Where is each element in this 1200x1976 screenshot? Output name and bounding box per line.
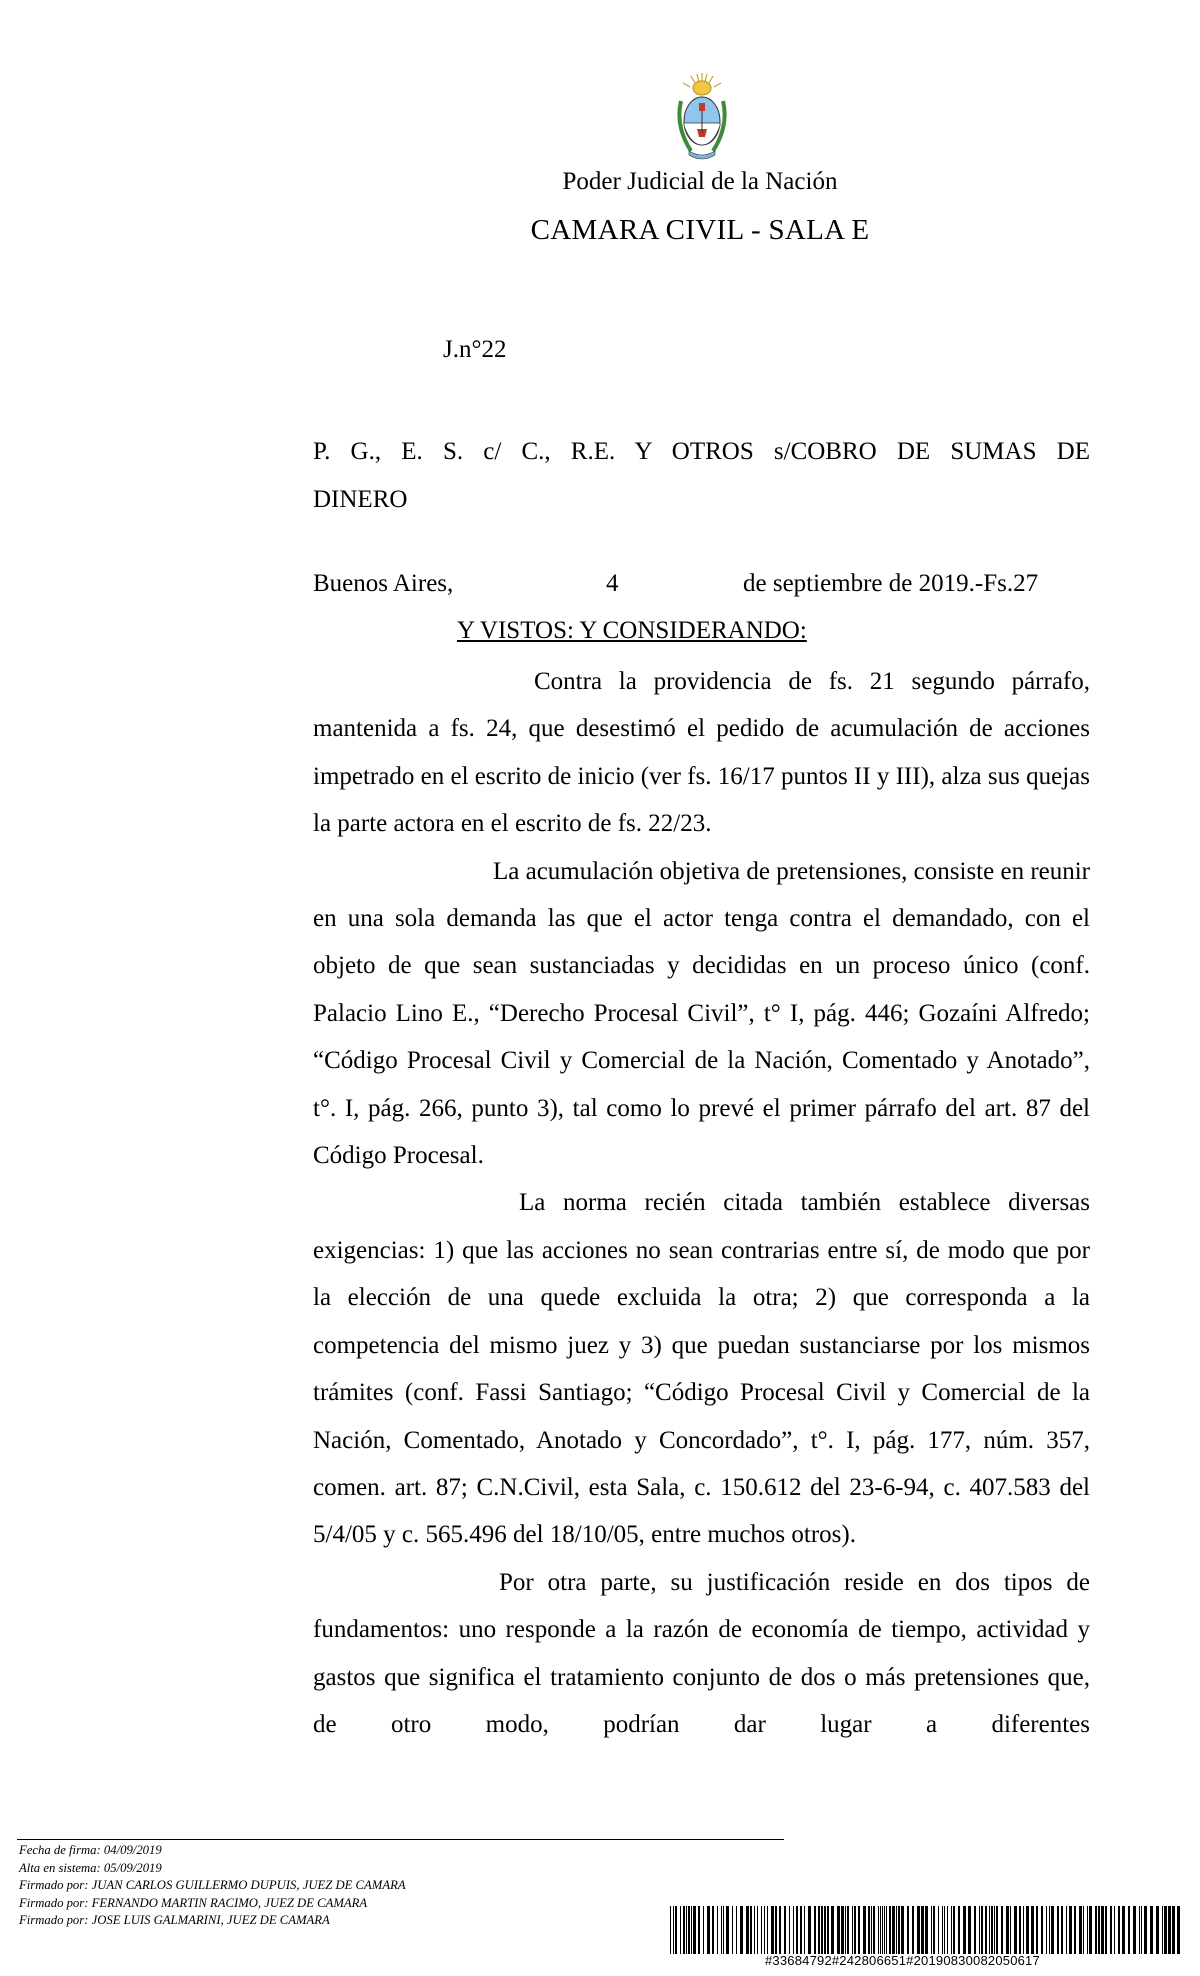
barcode-bar [800,1906,802,1954]
barcode-bar [1128,1906,1130,1954]
barcode-bar [847,1906,849,1954]
barcode-bar [670,1906,671,1954]
barcode-bar [907,1906,909,1954]
barcode-number: #33684792#242806651#20190830082050617 [765,1953,1040,1968]
barcode-bar [1101,1906,1104,1954]
barcode-bar [892,1906,895,1954]
resolution-body [313,658,1090,1748]
barcode-bar [771,1906,774,1954]
barcode-bar [767,1906,768,1954]
barcode-bar [1139,1906,1140,1954]
case-title-line-2: DINERO [313,485,408,513]
barcode-bar [827,1906,829,1954]
barcode-bar [814,1906,816,1954]
barcode-bar [912,1906,914,1954]
barcode-bar [963,1906,966,1954]
barcode-bar [1133,1906,1136,1954]
barcode-bar [994,1906,995,1954]
institution-name: Poder Judicial de la Nación [562,168,838,195]
barcode-bar [680,1906,681,1954]
barcode-bar [953,1906,955,1954]
barcode-bar [1001,1906,1003,1954]
barcode-bar [784,1906,786,1954]
barcode-bar [824,1906,826,1954]
barcode-bar [880,1906,881,1954]
barcode-bar [1019,1906,1021,1954]
case-title [313,428,1090,523]
barcode-bar [821,1906,823,1954]
barcode-bar [764,1906,765,1954]
barcode-bar [871,1906,872,1954]
barcode-bar [845,1906,846,1954]
barcode-bar [979,1906,980,1954]
barcode-bar [688,1906,690,1954]
barcode-bar [1041,1906,1043,1954]
barcode-bar [1156,1906,1159,1954]
barcode-bar [750,1906,752,1954]
barcode-bar [898,1906,900,1954]
barcode-bar [1118,1906,1120,1954]
barcode-bar [1089,1906,1092,1954]
barcode-bar [1110,1906,1112,1954]
paragraph: Por otra parte, su justificación reside en dos tipos de fundamentos: uno responde a la razón de economía de tiempo, actividad y gastos que significa el tratamiento conjunto de dos o más pretensiones que, de otro modo, podrían dar lugar a diferentes [313,1568,1090,1738]
barcode-bar [1069,1906,1072,1954]
barcode-bar [841,1906,844,1954]
barcode-bar [1083,1906,1084,1954]
barcode-bar [831,1906,834,1954]
barcode-bar [1079,1906,1082,1954]
barcode-bar [1095,1906,1097,1954]
barcode-bar [968,1906,971,1954]
barcode-bar [1150,1906,1153,1954]
barcode-bar [1144,1906,1147,1954]
barcode-bar [761,1906,762,1954]
barcode-bar [1036,1906,1038,1954]
barcode-bar [942,1906,943,1954]
barcode-bar [1031,1906,1034,1954]
signer: Firmado por: FERNANDO MARTIN RACIMO, JUEZ DE CAMARA [19,1895,368,1910]
barcode-bar [721,1906,722,1954]
barcode-bar [686,1906,687,1954]
barcode-bar [931,1906,932,1954]
barcode-bar [1141,1906,1142,1954]
barcode-bar [775,1906,777,1954]
barcode-bar [736,1906,737,1954]
barcode-bar [1168,1906,1171,1954]
barcode-bar [944,1906,945,1954]
barcode-bar [873,1906,875,1954]
paragraph: Contra la providencia de fs. 21 segundo párrafo, mantenida a fs. 24, que desestimó el pedido de acumulación de acciones impetrado en el escrito de inicio (ver fs. 16/17 puntos II y III), alza sus quejas la parte actora en el escrito de fs. 22/23. [313,668,1090,838]
barcode-bar [754,1906,755,1954]
barcode-bar [1010,1906,1011,1954]
barcode-bar [852,1906,853,1954]
barcode-bar [683,1906,685,1954]
barcode-bar [868,1906,870,1954]
barcode-bar [1066,1906,1067,1954]
barcode-bar [723,1906,724,1954]
barcode-bar [1046,1906,1047,1954]
barcode-bar [707,1906,710,1954]
barcode-bar [974,1906,976,1954]
signature-divider [17,1839,784,1840]
date-day: 4 [606,570,619,597]
barcode-bar [732,1906,733,1954]
date-rest: de septiembre de 2019.-Fs.27 [743,570,1039,597]
barcode-bar [779,1906,781,1954]
barcode-bar [673,1906,674,1954]
barcode-bar [726,1906,729,1954]
barcode-bar [712,1906,714,1954]
barcode-bar [901,1906,904,1954]
barcode-bar [693,1906,696,1954]
signature-date: Fecha de firma: 04/09/2019 [19,1843,162,1857]
court-reference: J.n°22 [443,336,507,363]
section-heading: Y VISTOS: Y CONSIDERANDO: [457,617,807,644]
barcode-bar [1006,1906,1009,1954]
barcode-bar [818,1906,820,1954]
barcode-bar [1051,1906,1054,1954]
barcode-bar [917,1906,920,1954]
barcode-bar [1087,1906,1088,1954]
institution-header [0,168,1200,196]
barcode-bar [1026,1906,1029,1954]
barcode-bar [1049,1906,1050,1954]
coat-of-arms-icon [673,71,731,163]
chamber-name: CAMARA CIVIL - SALA E [530,214,870,246]
barcode-bar [886,1906,887,1954]
signature-block [19,1842,406,1930]
barcode-bar [882,1906,883,1954]
barcode-bar [878,1906,879,1954]
barcode-bar [884,1906,885,1954]
barcode-bar [1098,1906,1100,1954]
barcode-bar [1162,1906,1163,1954]
chamber-header [0,214,1200,247]
barcode-bar [1023,1906,1024,1954]
barcode-bar [1061,1906,1063,1954]
paragraph: La acumulación objetiva de pretensiones, consiste en reunir en una sola demanda las que el actor tenga contra el demandado, con el objeto de que sean sustanciadas y decididas en un proceso único (conf. Palacio Lino E., “Derecho Procesal Civil”, t° I, pág. 446; Gozaíni Alfredo; “Código Procesal Civil y Comercial de la Nación, Comentado y Anotado”, t°. I, pág. 266, punto 3), tal como lo prevé el primer párrafo del art. 87 del Código Procesal. [313,857,1091,1170]
barcode-bar [947,1906,948,1954]
barcode-bar [1122,1906,1125,1954]
barcode-bar [989,1906,990,1954]
barcode-bar [958,1906,960,1954]
barcode-bar [863,1906,866,1954]
barcode-bar [951,1906,952,1954]
date-place: Buenos Aires, [313,570,454,597]
barcode-bar [991,1906,993,1954]
barcode-icon [670,1906,1182,1954]
barcode-bar [925,1906,928,1954]
barcode-bar [938,1906,939,1954]
barcode-bar [858,1906,860,1954]
barcode-bar [1057,1906,1059,1954]
barcode-bar [746,1906,749,1954]
barcode-bar [1105,1906,1107,1954]
barcode-bar [717,1906,718,1954]
signer: Firmado por: JUAN CARLOS GUILLERMO DUPUIS, JUEZ DE CAMARA [19,1878,406,1892]
barcode-bar [985,1906,987,1954]
barcode-bar [896,1906,897,1954]
barcode-bar [1114,1906,1115,1954]
barcode-bar [1172,1906,1175,1954]
barcode-bar [698,1906,700,1954]
barcode-bar [703,1906,704,1954]
barcode-bar [804,1906,805,1954]
barcode-bar [1177,1906,1180,1954]
barcode-bar [796,1906,798,1954]
barcode-bar [1074,1906,1076,1954]
barcode-bar [793,1906,794,1954]
barcode-bar [933,1906,935,1954]
barcode-bar [808,1906,811,1954]
barcode-bar [740,1906,743,1954]
barcode-bar [1014,1906,1017,1954]
barcode-bar [921,1906,924,1954]
barcode-bar [981,1906,983,1954]
barcode-bar [789,1906,790,1954]
barcode-bar [854,1906,856,1954]
barcode-bar [1164,1906,1167,1954]
barcode-bar [691,1906,692,1954]
paragraph: La norma recién citada también establece diversas exigencias: 1) que las acciones no sean contrarias entre sí, de modo que por la elección de una quede excluida la otra; 2) que corresponda a la competencia del mismo juez y 3) que puedan sustanciarse por los mismos trámites (conf. Fassi Santiago; “Código Procesal Civil y Comercial de la Nación, Comentado, Anotado y Concordado”, t°. I, pág. 177, núm. 357, comen. art. 87; C.N.Civil, esta Sala, c. 150.612 del 23-6-94, c. 407.583 del 5/4/05 y c. 565.496 del 18/10/05, entre muchos otros). [313,1189,1090,1549]
barcode-bar [837,1906,840,1954]
case-title-line-1: P. G., E. S. c/ C., R.E. Y OTROS s/COBRO DE SUMAS DE [313,438,1090,465]
system-date: Alta en sistema: 05/09/2019 [19,1860,162,1875]
barcode-bar [757,1906,758,1954]
signer: Firmado por: JOSE LUIS GALMARINI, JUEZ DE CAMARA [19,1913,330,1927]
barcode-bar [675,1906,677,1954]
barcode-bar [996,1906,998,1954]
barcode-bar [889,1906,891,1954]
